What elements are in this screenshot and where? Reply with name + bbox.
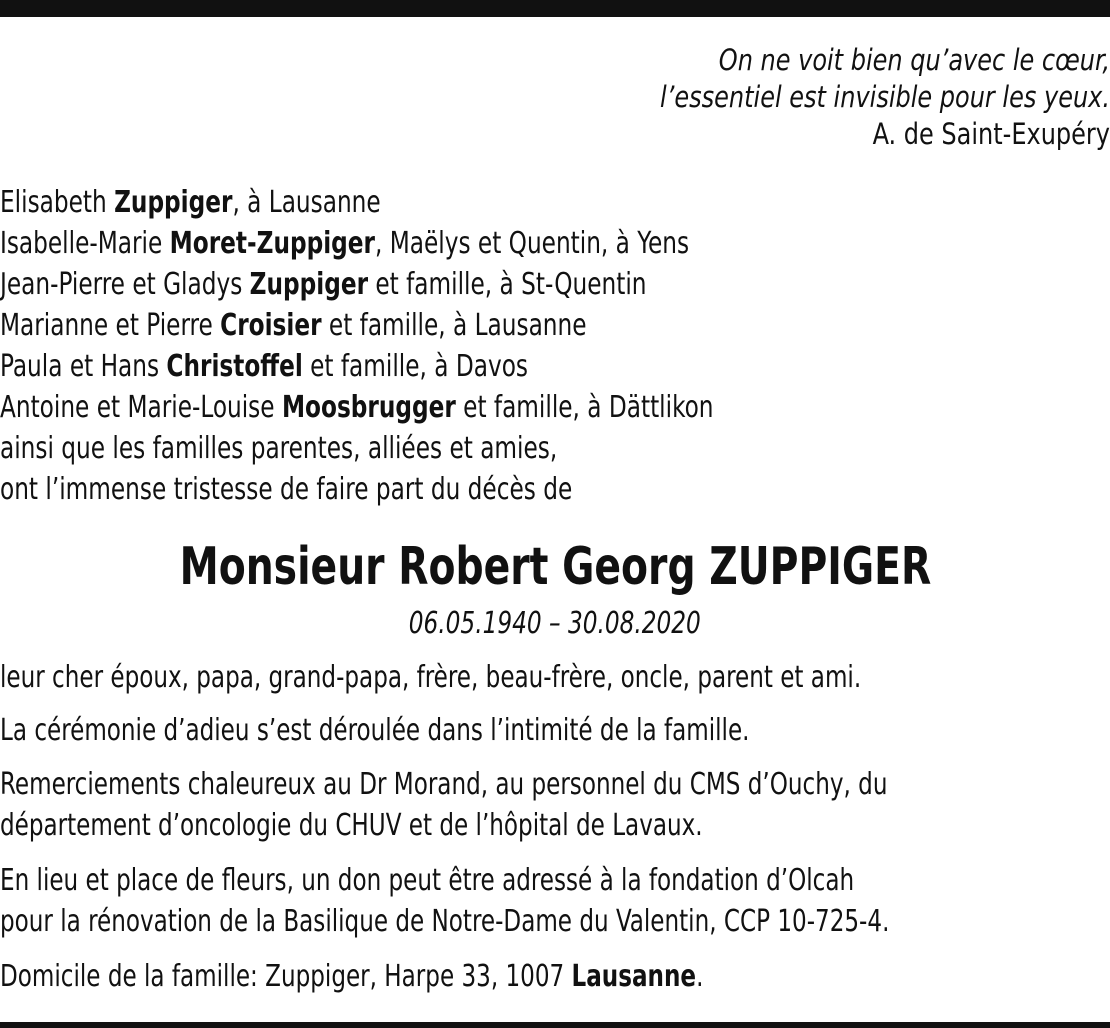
- family-surname: Moosbrugger: [281, 390, 456, 425]
- quote-line-2: l’essentiel est invisible pour les yeux.: [660, 80, 1110, 114]
- donation-line-1: En lieu et place de fleurs, un don peut être adressé à la fondation d’Olcah: [0, 863, 855, 898]
- family-line: Antoine et Marie-Louise Moosbrugger et famille, à Dättlikon: [0, 390, 714, 425]
- family-surname: Croisier: [220, 308, 322, 343]
- quote-author: A. de Saint-Exupéry: [872, 117, 1110, 151]
- quote-line-1: On ne voit bien qu’avec le cœur,: [718, 43, 1110, 77]
- family-surname: Christoffel: [166, 349, 303, 384]
- donation-paragraph: [0, 860, 1110, 942]
- family-line: Jean-Pierre et Gladys Zuppiger et famille, à St-Quentin: [0, 267, 647, 302]
- family-surname: Zuppiger: [249, 267, 369, 302]
- family-line: Paula et Hans Christoffel et famille, à Davos: [0, 349, 528, 384]
- domicile-city: Lausanne: [571, 959, 697, 994]
- relation-paragraph: leur cher époux, papa, grand-papa, frère, beau-frère, oncle, parent et ami.: [0, 660, 862, 695]
- thanks-line-2: département d’oncologie du CHUV et de l’hôpital de Lavaux.: [0, 808, 703, 843]
- family-list: [0, 182, 1032, 510]
- family-line: Elisabeth Zuppiger, à Lausanne: [0, 185, 381, 220]
- deceased-name-text: Monsieur Robert Georg ZUPPIGER: [179, 537, 931, 597]
- ceremony-paragraph: La cérémonie d’adieu s’est déroulée dans l’intimité de la famille.: [0, 713, 750, 748]
- bottom-border-rule: [0, 1022, 1110, 1028]
- family-closing-line-2: ont l’immense tristesse de faire part du décès de: [0, 472, 573, 507]
- donation-line-2: pour la rénovation de la Basilique de Notre-Dame du Valentin, CCP 10-725-4.: [0, 904, 890, 939]
- life-dates-text: 06.05.1940 – 30.08.2020: [408, 606, 702, 641]
- family-closing-line-1: ainsi que les familles parentes, alliées et amies,: [0, 431, 558, 466]
- deceased-name: [0, 535, 1110, 599]
- domicile-paragraph: Domicile de la famille: Zuppiger, Harpe 33, 1007 Lausanne.: [0, 959, 704, 994]
- family-line: Isabelle-Marie Moret-Zuppiger, Maëlys et Quentin, à Yens: [0, 226, 690, 261]
- life-dates: [0, 604, 1110, 644]
- thanks-paragraph: [0, 764, 1110, 846]
- family-surname: Moret-Zuppiger: [169, 226, 376, 261]
- family-line: Marianne et Pierre Croisier et famille, à Lausanne: [0, 308, 587, 343]
- top-border-rule: [0, 0, 1110, 17]
- family-surname: Zuppiger: [114, 185, 233, 220]
- thanks-line-1: Remerciements chaleureux au Dr Morand, au personnel du CMS d’Ouchy, du: [0, 767, 888, 802]
- epigraph-quote: [466, 42, 1110, 153]
